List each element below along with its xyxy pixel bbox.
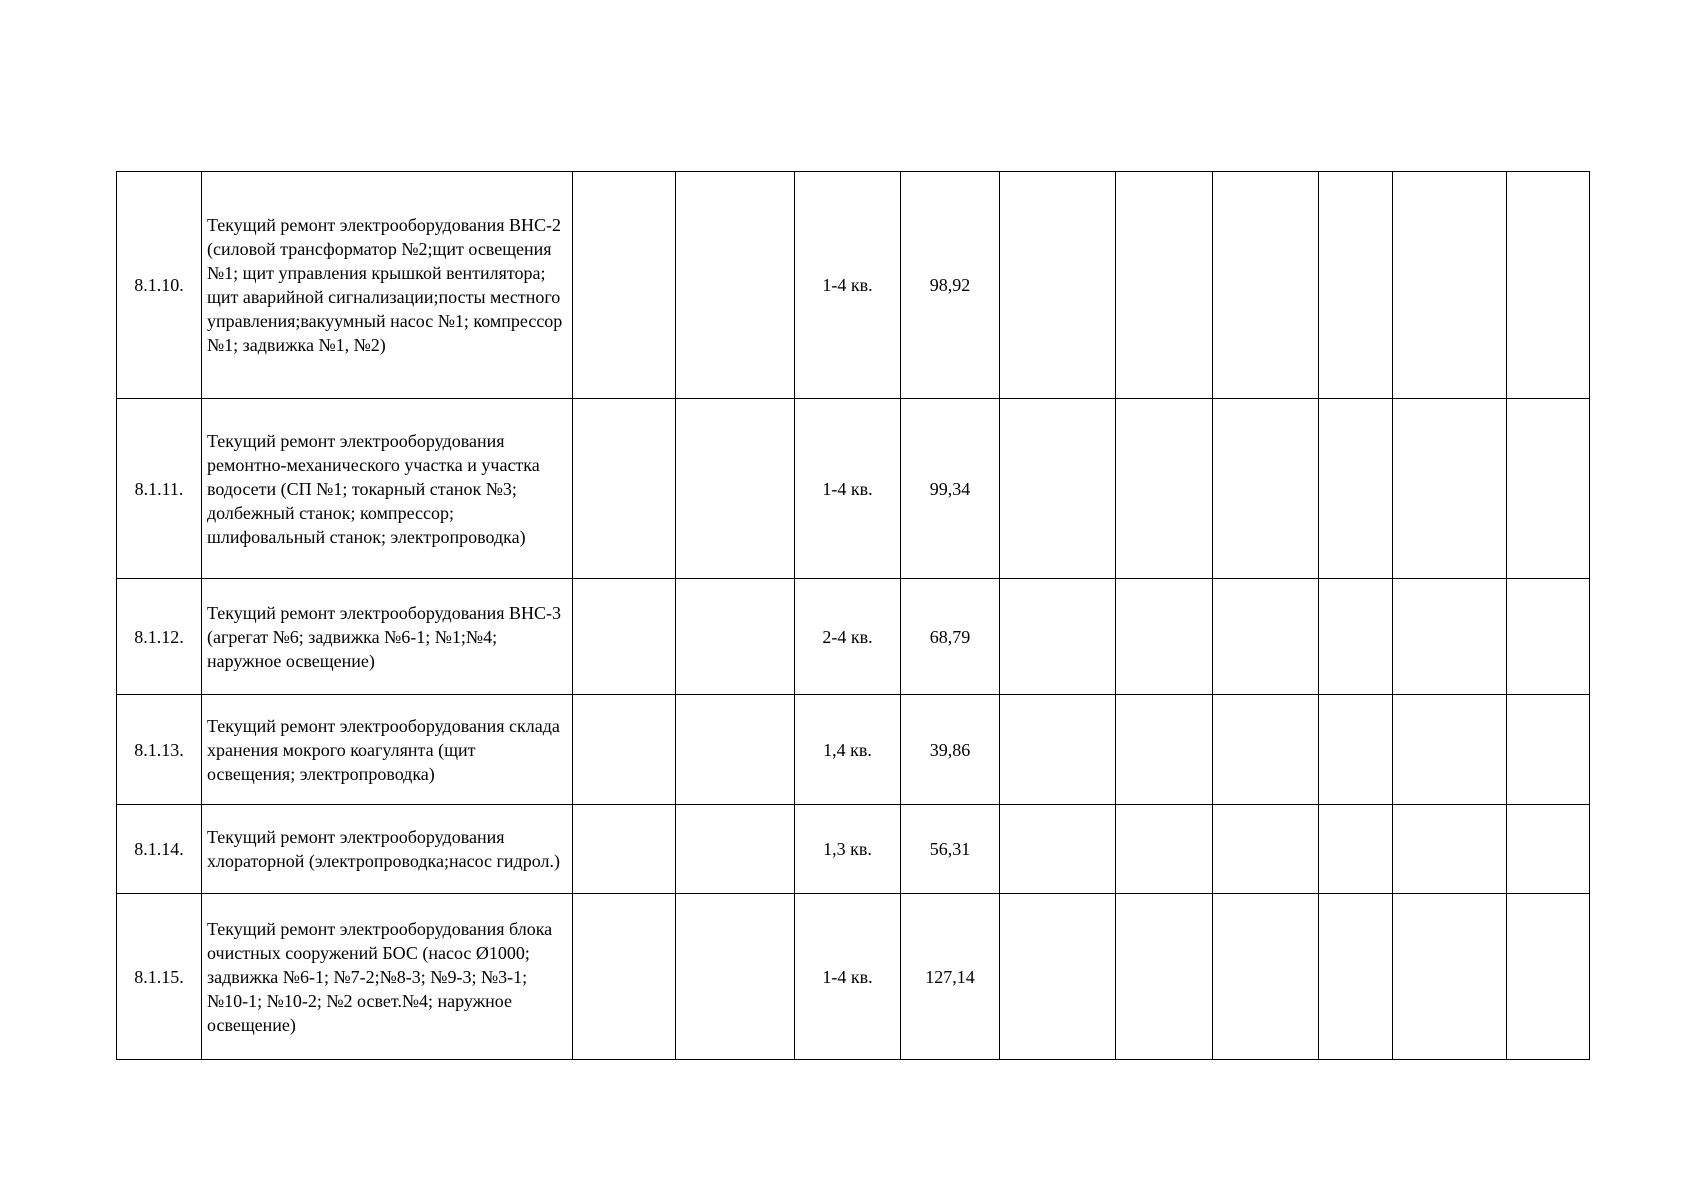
empty-cell: [573, 579, 676, 695]
empty-cell: [1213, 695, 1319, 805]
empty-cell: [1393, 579, 1507, 695]
empty-cell: [573, 805, 676, 894]
empty-cell: [1319, 399, 1393, 579]
empty-cell: [676, 399, 795, 579]
empty-cell: [1116, 805, 1213, 894]
empty-cell: [676, 894, 795, 1060]
empty-cell: [1319, 695, 1393, 805]
empty-cell: [1000, 399, 1116, 579]
empty-cell: [1213, 894, 1319, 1060]
empty-cell: [1319, 894, 1393, 1060]
table-row: [117, 579, 1590, 695]
empty-cell: [573, 695, 676, 805]
empty-cell: [1116, 894, 1213, 1060]
empty-cell: [1507, 805, 1590, 894]
table-row: [117, 894, 1590, 1060]
empty-cell: [1507, 399, 1590, 579]
amount-cell: 68,79: [901, 579, 1000, 695]
empty-cell: [676, 579, 795, 695]
empty-cell: [1507, 172, 1590, 399]
period-cell: 1,4 кв.: [795, 695, 901, 805]
empty-cell: [1116, 172, 1213, 399]
empty-cell: [1507, 894, 1590, 1060]
empty-cell: [1213, 805, 1319, 894]
period-cell: 1-4 кв.: [795, 894, 901, 1060]
period-cell: 2-4 кв.: [795, 579, 901, 695]
empty-cell: [1000, 695, 1116, 805]
empty-cell: [1000, 172, 1116, 399]
empty-cell: [1393, 805, 1507, 894]
amount-cell: 99,34: [901, 399, 1000, 579]
empty-cell: [1213, 579, 1319, 695]
empty-cell: [1116, 695, 1213, 805]
row-number: 8.1.11.: [117, 399, 202, 579]
empty-cell: [1000, 894, 1116, 1060]
work-description: Текущий ремонт электрооборудования блока очистных сооружений БОС (насос Ø1000; задвижка №6-1; №7-2;№8-3; №9-3; №3-1; №10-1; №10-2; №2 освет.№4; наружное освещение): [202, 894, 573, 1060]
work-description: Текущий ремонт электрооборудования ВНС-3 (агрегат №6; задвижка №6-1; №1;№4; наружное освещение): [202, 579, 573, 695]
amount-cell: 127,14: [901, 894, 1000, 1060]
empty-cell: [1319, 579, 1393, 695]
row-number: 8.1.10.: [117, 172, 202, 399]
row-number: 8.1.12.: [117, 579, 202, 695]
empty-cell: [1393, 172, 1507, 399]
work-description: Текущий ремонт электрооборудования хлораторной (электропроводка;насос гидрол.): [202, 805, 573, 894]
empty-cell: [1213, 399, 1319, 579]
empty-cell: [1116, 399, 1213, 579]
row-number: 8.1.14.: [117, 805, 202, 894]
empty-cell: [1319, 805, 1393, 894]
empty-cell: [573, 894, 676, 1060]
table-row: [117, 172, 1590, 399]
table-row: [117, 399, 1590, 579]
table-row: [117, 805, 1590, 894]
empty-cell: [1116, 579, 1213, 695]
row-number: 8.1.15.: [117, 894, 202, 1060]
empty-cell: [1000, 579, 1116, 695]
period-cell: 1,3 кв.: [795, 805, 901, 894]
empty-cell: [1213, 172, 1319, 399]
empty-cell: [1507, 695, 1590, 805]
amount-cell: 98,92: [901, 172, 1000, 399]
empty-cell: [676, 695, 795, 805]
work-description: Текущий ремонт электрооборудования склада хранения мокрого коагулянта (щит освещения; электропроводка): [202, 695, 573, 805]
amount-cell: 56,31: [901, 805, 1000, 894]
period-cell: 1-4 кв.: [795, 172, 901, 399]
empty-cell: [573, 399, 676, 579]
period-cell: 1-4 кв.: [795, 399, 901, 579]
work-description: Текущий ремонт электрооборудования ремонтно-механического участка и участка водосети (СП №1; токарный станок №3; долбежный станок; компрессор; шлифовальный станок; электропроводка): [202, 399, 573, 579]
empty-cell: [1000, 805, 1116, 894]
empty-cell: [1393, 399, 1507, 579]
empty-cell: [1393, 695, 1507, 805]
work-description: Текущий ремонт электрооборудования ВНС-2 (силовой трансформатор №2;щит освещения №1; щит управления крышкой вентилятора; щит аварийной сигнализации;посты местного управления;вакуумный насос №1; компрессор №1; задвижка №1, №2): [202, 172, 573, 399]
empty-cell: [676, 172, 795, 399]
row-number: 8.1.13.: [117, 695, 202, 805]
empty-cell: [1393, 894, 1507, 1060]
table-row: [117, 695, 1590, 805]
empty-cell: [573, 172, 676, 399]
empty-cell: [1507, 579, 1590, 695]
empty-cell: [1319, 172, 1393, 399]
empty-cell: [676, 805, 795, 894]
amount-cell: 39,86: [901, 695, 1000, 805]
work-plan-table: [116, 171, 1590, 1060]
